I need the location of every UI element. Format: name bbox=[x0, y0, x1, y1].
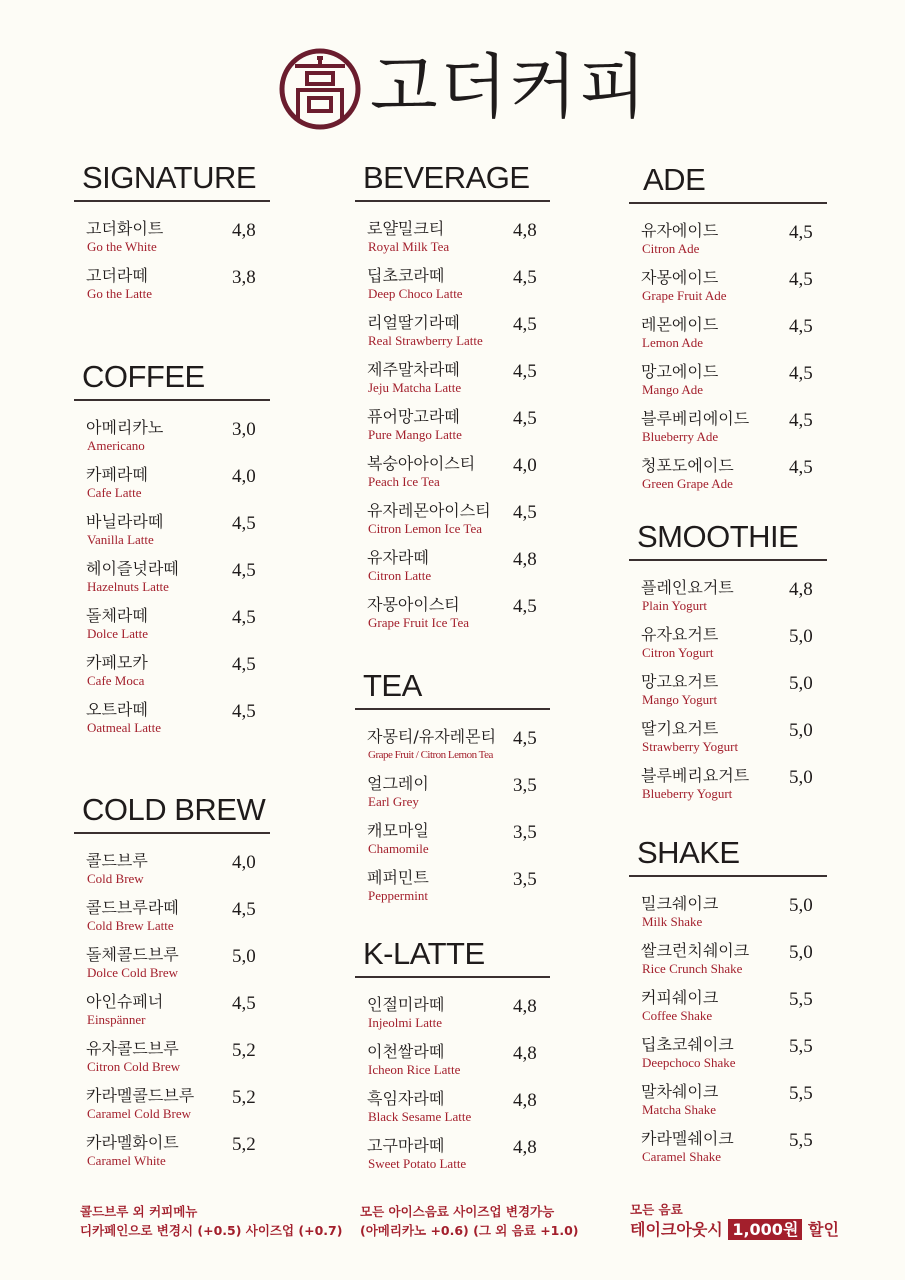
menu-item bbox=[355, 994, 550, 1041]
item-name-korean: 헤이즐넛라떼 bbox=[86, 559, 179, 578]
section-title: SHAKE bbox=[637, 835, 740, 870]
item-name-english: Caramel Shake bbox=[642, 1149, 722, 1164]
item-price: 3,0 bbox=[232, 419, 256, 440]
header bbox=[0, 40, 905, 140]
section-divider bbox=[629, 559, 827, 561]
menu-item bbox=[355, 1041, 550, 1088]
menu-item bbox=[355, 359, 550, 406]
item-price: 4,5 bbox=[789, 410, 813, 431]
item-price: 5,0 bbox=[789, 673, 813, 694]
item-name-english: Strawberry Yogurt bbox=[642, 739, 739, 754]
section-cold-brew bbox=[74, 790, 270, 1179]
item-name-english: Jeju Matcha Latte bbox=[368, 380, 462, 395]
menu-item bbox=[629, 408, 827, 455]
menu-item bbox=[355, 500, 550, 547]
item-name-english: Matcha Shake bbox=[642, 1102, 717, 1117]
section-title: ADE bbox=[643, 162, 706, 197]
item-name-english: Black Sesame Latte bbox=[368, 1109, 472, 1124]
item-name-english: Mango Ade bbox=[642, 382, 704, 397]
item-price: 4,5 bbox=[232, 993, 256, 1014]
menu-item bbox=[74, 511, 270, 558]
item-name-english: Milk Shake bbox=[642, 914, 703, 929]
item-list bbox=[355, 994, 550, 1182]
item-name-korean: 페퍼민트 bbox=[367, 868, 429, 887]
menu-item bbox=[74, 1132, 270, 1179]
menu-item bbox=[629, 893, 827, 940]
menu-item bbox=[629, 765, 827, 812]
item-name-english: Dolce Latte bbox=[87, 626, 148, 641]
note-sizeup bbox=[360, 1202, 579, 1240]
item-price: 4,5 bbox=[513, 361, 537, 382]
item-name-korean: 망고요거트 bbox=[641, 672, 719, 691]
item-name-english: Grape Fruit Ice Tea bbox=[368, 615, 469, 630]
item-price: 5,0 bbox=[789, 895, 813, 916]
menu-item bbox=[74, 558, 270, 605]
item-list bbox=[74, 850, 270, 1179]
item-name-english: Plain Yogurt bbox=[642, 598, 708, 613]
item-name-korean: 카페라떼 bbox=[86, 465, 148, 484]
item-name-korean: 자몽에이드 bbox=[641, 268, 719, 287]
item-price: 4,8 bbox=[232, 220, 256, 241]
menu-item bbox=[629, 624, 827, 671]
item-name-korean: 고더라떼 bbox=[86, 266, 148, 285]
menu-item bbox=[629, 718, 827, 765]
item-price: 4,5 bbox=[789, 316, 813, 337]
item-price: 3,8 bbox=[232, 267, 256, 288]
item-name-korean: 돌체콜드브루 bbox=[86, 945, 179, 964]
item-name-korean: 자몽티/유자레몬티 bbox=[367, 727, 497, 746]
item-name-korean: 카라멜화이트 bbox=[86, 1133, 179, 1152]
menu-item bbox=[74, 944, 270, 991]
menu-item bbox=[355, 1088, 550, 1135]
item-name-korean: 유자라떼 bbox=[367, 548, 429, 567]
item-name-korean: 리얼딸기라떼 bbox=[367, 313, 460, 332]
section-divider bbox=[355, 976, 550, 978]
item-name-korean: 돌체라떼 bbox=[86, 606, 148, 625]
item-price: 3,5 bbox=[513, 822, 537, 843]
item-price: 5,5 bbox=[789, 1083, 813, 1104]
note-line: 콜드브루 외 커피메뉴 bbox=[80, 1204, 198, 1219]
section-coffee bbox=[74, 357, 270, 746]
item-name-korean: 콜드브루 bbox=[86, 851, 148, 870]
item-price: 4,5 bbox=[513, 502, 537, 523]
item-name-korean: 아인슈페너 bbox=[86, 992, 164, 1011]
discount-label: 할인 bbox=[807, 1220, 839, 1239]
item-price: 4,5 bbox=[513, 267, 537, 288]
menu-item bbox=[355, 1135, 550, 1182]
item-price: 5,0 bbox=[232, 946, 256, 967]
item-name-english: Pure Mango Latte bbox=[368, 427, 462, 442]
note-decaf bbox=[80, 1202, 342, 1240]
note-line bbox=[630, 1219, 839, 1240]
menu-item bbox=[74, 991, 270, 1038]
menu-item bbox=[74, 417, 270, 464]
item-name-english: Citron Lemon Ice Tea bbox=[368, 521, 483, 536]
item-name-korean: 얼그레이 bbox=[367, 774, 429, 793]
item-price: 4,8 bbox=[513, 996, 537, 1017]
takeout-label: 테이크아웃시 bbox=[630, 1220, 723, 1239]
discount-badge: 1,000원 bbox=[728, 1219, 802, 1240]
menu-item bbox=[74, 605, 270, 652]
item-list bbox=[629, 220, 827, 502]
section-beverage bbox=[355, 158, 550, 641]
menu-item bbox=[74, 464, 270, 511]
item-name-korean: 유자요거트 bbox=[641, 625, 719, 644]
item-name-english: Deepchoco Shake bbox=[642, 1055, 736, 1070]
menu-item bbox=[629, 361, 827, 408]
section-title: SMOOTHIE bbox=[637, 519, 799, 554]
section-divider bbox=[355, 200, 550, 202]
item-name-korean: 플레인요거트 bbox=[641, 578, 734, 597]
item-name-korean: 바닐라라떼 bbox=[86, 512, 164, 531]
item-name-korean: 커피쉐이크 bbox=[641, 988, 719, 1007]
item-name-korean: 자몽아이스티 bbox=[367, 595, 460, 614]
note-takeout bbox=[630, 1200, 839, 1240]
item-list bbox=[355, 726, 550, 914]
item-name-english: Vanilla Latte bbox=[87, 532, 154, 547]
section-signature bbox=[74, 158, 270, 312]
item-name-english: Citron Latte bbox=[368, 568, 432, 583]
menu-item bbox=[74, 265, 270, 312]
menu-item bbox=[74, 699, 270, 746]
item-name-korean: 블루베리에이드 bbox=[641, 409, 750, 428]
item-name-english: Go the Latte bbox=[87, 286, 152, 301]
item-name-korean: 카페모카 bbox=[86, 653, 148, 672]
section-title: SIGNATURE bbox=[82, 160, 257, 195]
menu-item bbox=[355, 820, 550, 867]
menu-item bbox=[355, 547, 550, 594]
item-name-english: Earl Grey bbox=[368, 794, 419, 809]
note-line: 모든 아이스음료 사이즈업 변경가능 bbox=[360, 1204, 555, 1219]
item-name-korean: 카라멜콜드브루 bbox=[86, 1086, 195, 1105]
item-name-english: Blueberry Ade bbox=[642, 429, 719, 444]
item-price: 5,0 bbox=[789, 720, 813, 741]
item-name-korean: 콜드브루라떼 bbox=[86, 898, 179, 917]
item-name-korean: 퓨어망고라떼 bbox=[367, 407, 460, 426]
item-name-english: Rice Crunch Shake bbox=[642, 961, 743, 976]
menu-item bbox=[629, 455, 827, 502]
item-price: 4,5 bbox=[513, 728, 537, 749]
item-name-english: Peach Ice Tea bbox=[368, 474, 440, 489]
item-price: 4,5 bbox=[789, 363, 813, 384]
menu-item bbox=[74, 850, 270, 897]
item-name-english: Hazelnuts Latte bbox=[87, 579, 169, 594]
item-name-english: Deep Choco Latte bbox=[368, 286, 463, 301]
menu-item bbox=[355, 726, 550, 773]
item-price: 4,5 bbox=[232, 560, 256, 581]
menu-item bbox=[629, 1081, 827, 1128]
brand-name: 고더커피 bbox=[370, 46, 649, 128]
item-name-english: Oatmeal Latte bbox=[87, 720, 161, 735]
item-name-english: Coffee Shake bbox=[642, 1008, 713, 1023]
item-name-english: Grape Fruit Ade bbox=[642, 288, 727, 303]
item-name-korean: 복숭아아이스티 bbox=[367, 454, 476, 473]
item-price: 4,5 bbox=[232, 607, 256, 628]
menu-item bbox=[74, 218, 270, 265]
menu-item bbox=[74, 652, 270, 699]
section-title: BEVERAGE bbox=[363, 160, 530, 195]
menu-item bbox=[74, 1085, 270, 1132]
item-name-english: Americano bbox=[87, 438, 145, 453]
section-title: TEA bbox=[363, 668, 422, 703]
item-price: 5,0 bbox=[789, 767, 813, 788]
menu-item bbox=[355, 312, 550, 359]
item-name-english: Sweet Potato Latte bbox=[368, 1156, 467, 1171]
item-list bbox=[629, 577, 827, 812]
item-name-english: Caramel White bbox=[87, 1153, 166, 1168]
item-name-english: Lemon Ade bbox=[642, 335, 704, 350]
item-name-english: Cafe Latte bbox=[87, 485, 142, 500]
menu-item bbox=[355, 594, 550, 641]
item-name-english: Royal Milk Tea bbox=[368, 239, 450, 254]
menu-item bbox=[629, 1034, 827, 1081]
item-list bbox=[74, 218, 270, 312]
menu-item bbox=[355, 218, 550, 265]
item-price: 4,0 bbox=[232, 466, 256, 487]
section-divider bbox=[629, 202, 827, 204]
item-price: 4,5 bbox=[232, 513, 256, 534]
section-title: K-LATTE bbox=[363, 936, 485, 971]
menu-item bbox=[629, 940, 827, 987]
section-title: COFFEE bbox=[82, 359, 205, 394]
item-price: 4,5 bbox=[789, 222, 813, 243]
item-name-korean: 고더화이트 bbox=[86, 219, 164, 238]
item-list bbox=[629, 893, 827, 1175]
item-name-english: Cold Brew Latte bbox=[87, 918, 174, 933]
item-name-korean: 청포도에이드 bbox=[641, 456, 734, 475]
section-divider bbox=[74, 832, 270, 834]
item-name-english: Injeolmi Latte bbox=[368, 1015, 443, 1030]
item-list bbox=[74, 417, 270, 746]
item-price: 4,8 bbox=[513, 1090, 537, 1111]
item-price: 5,5 bbox=[789, 1036, 813, 1057]
item-price: 5,5 bbox=[789, 989, 813, 1010]
note-line: 디카페인으로 변경시 (+0.5) 사이즈업 (+0.7) bbox=[80, 1223, 343, 1238]
item-name-korean: 딥초코쉐이크 bbox=[641, 1035, 734, 1054]
section-divider bbox=[74, 399, 270, 401]
menu-item bbox=[629, 987, 827, 1034]
logo-icon bbox=[279, 48, 361, 130]
item-price: 5,0 bbox=[789, 626, 813, 647]
menu-item bbox=[629, 314, 827, 361]
item-price: 5,2 bbox=[232, 1040, 256, 1061]
menu-item bbox=[629, 671, 827, 718]
item-price: 4,8 bbox=[513, 220, 537, 241]
item-name-korean: 로얄밀크티 bbox=[367, 219, 445, 238]
item-price: 4,5 bbox=[232, 654, 256, 675]
item-name-english: Citron Cold Brew bbox=[87, 1059, 181, 1074]
menu-item bbox=[355, 265, 550, 312]
item-price: 4,0 bbox=[232, 852, 256, 873]
item-name-english: Caramel Cold Brew bbox=[87, 1106, 191, 1121]
item-price: 4,8 bbox=[789, 579, 813, 600]
item-name-korean: 유자에이드 bbox=[641, 221, 719, 240]
item-price: 3,5 bbox=[513, 869, 537, 890]
item-name-english: Mango Yogurt bbox=[642, 692, 718, 707]
menu-item bbox=[355, 867, 550, 914]
item-price: 4,5 bbox=[232, 899, 256, 920]
item-name-english: Citron Yogurt bbox=[642, 645, 714, 660]
menu-item bbox=[74, 1038, 270, 1085]
item-name-english: Cafe Moca bbox=[87, 673, 145, 688]
item-name-korean: 쌀크런치쉐이크 bbox=[641, 941, 750, 960]
item-price: 4,5 bbox=[789, 457, 813, 478]
menu-item bbox=[355, 453, 550, 500]
item-name-korean: 블루베리요거트 bbox=[641, 766, 750, 785]
item-price: 4,5 bbox=[513, 408, 537, 429]
item-name-english: Green Grape Ade bbox=[642, 476, 733, 491]
section-shake bbox=[629, 833, 827, 1175]
item-name-korean: 딸기요거트 bbox=[641, 719, 719, 738]
section-k-latte bbox=[355, 934, 550, 1182]
item-name-korean: 딥초코라떼 bbox=[367, 266, 445, 285]
note-line: (아메리카노 +0.6) (그 외 음료 +1.0) bbox=[360, 1223, 579, 1238]
item-price: 4,0 bbox=[513, 455, 537, 476]
section-smoothie bbox=[629, 517, 827, 812]
item-name-english: Cold Brew bbox=[87, 871, 144, 886]
section-divider bbox=[629, 875, 827, 877]
section-divider bbox=[355, 708, 550, 710]
item-name-korean: 말차쉐이크 bbox=[641, 1082, 719, 1101]
item-name-english: Real Strawberry Latte bbox=[368, 333, 483, 348]
item-name-korean: 레몬에이드 bbox=[641, 315, 719, 334]
note-line: 모든 음료 bbox=[630, 1202, 683, 1217]
item-price: 5,2 bbox=[232, 1134, 256, 1155]
section-title: COLD BREW bbox=[82, 792, 266, 827]
menu-item bbox=[629, 267, 827, 314]
item-price: 3,5 bbox=[513, 775, 537, 796]
item-name-korean: 망고에이드 bbox=[641, 362, 719, 381]
item-name-korean: 밀크쉐이크 bbox=[641, 894, 719, 913]
section-ade bbox=[629, 160, 827, 502]
item-name-english: Grape Fruit / Citron Lemon Tea bbox=[368, 749, 493, 761]
item-name-english: Chamomile bbox=[368, 841, 429, 856]
item-name-english: Dolce Cold Brew bbox=[87, 965, 178, 980]
item-price: 4,8 bbox=[513, 549, 537, 570]
item-name-english: Icheon Rice Latte bbox=[368, 1062, 461, 1077]
item-name-korean: 유자레몬아이스티 bbox=[367, 501, 491, 520]
item-name-korean: 인절미라떼 bbox=[367, 995, 445, 1014]
item-name-english: Blueberry Yogurt bbox=[642, 786, 733, 801]
item-name-korean: 고구마라떼 bbox=[367, 1136, 445, 1155]
item-name-english: Einspänner bbox=[87, 1012, 146, 1027]
item-name-korean: 제주말차라떼 bbox=[367, 360, 460, 379]
menu-item bbox=[355, 406, 550, 453]
item-price: 4,8 bbox=[513, 1137, 537, 1158]
section-divider bbox=[74, 200, 270, 202]
item-list bbox=[355, 218, 550, 641]
item-name-korean: 아메리카노 bbox=[86, 418, 164, 437]
item-price: 4,8 bbox=[513, 1043, 537, 1064]
item-price: 4,5 bbox=[232, 701, 256, 722]
menu-item bbox=[629, 220, 827, 267]
item-price: 4,5 bbox=[513, 314, 537, 335]
item-name-korean: 오트라떼 bbox=[86, 700, 148, 719]
item-name-korean: 유자콜드브루 bbox=[86, 1039, 179, 1058]
item-name-korean: 이천쌀라떼 bbox=[367, 1042, 445, 1061]
item-price: 5,5 bbox=[789, 1130, 813, 1151]
item-name-english: Citron Ade bbox=[642, 241, 700, 256]
item-name-english: Go the White bbox=[87, 239, 157, 254]
item-name-korean: 카라멜쉐이크 bbox=[641, 1129, 734, 1148]
menu-item bbox=[74, 897, 270, 944]
item-name-korean: 흑임자라떼 bbox=[367, 1089, 445, 1108]
menu-item bbox=[629, 577, 827, 624]
item-price: 4,5 bbox=[789, 269, 813, 290]
item-price: 4,5 bbox=[513, 596, 537, 617]
item-name-english: Peppermint bbox=[368, 888, 428, 903]
item-name-korean: 캐모마일 bbox=[367, 821, 429, 840]
item-price: 5,2 bbox=[232, 1087, 256, 1108]
item-price: 5,0 bbox=[789, 942, 813, 963]
section-tea bbox=[355, 666, 550, 914]
menu-item bbox=[355, 773, 550, 820]
menu-item bbox=[629, 1128, 827, 1175]
